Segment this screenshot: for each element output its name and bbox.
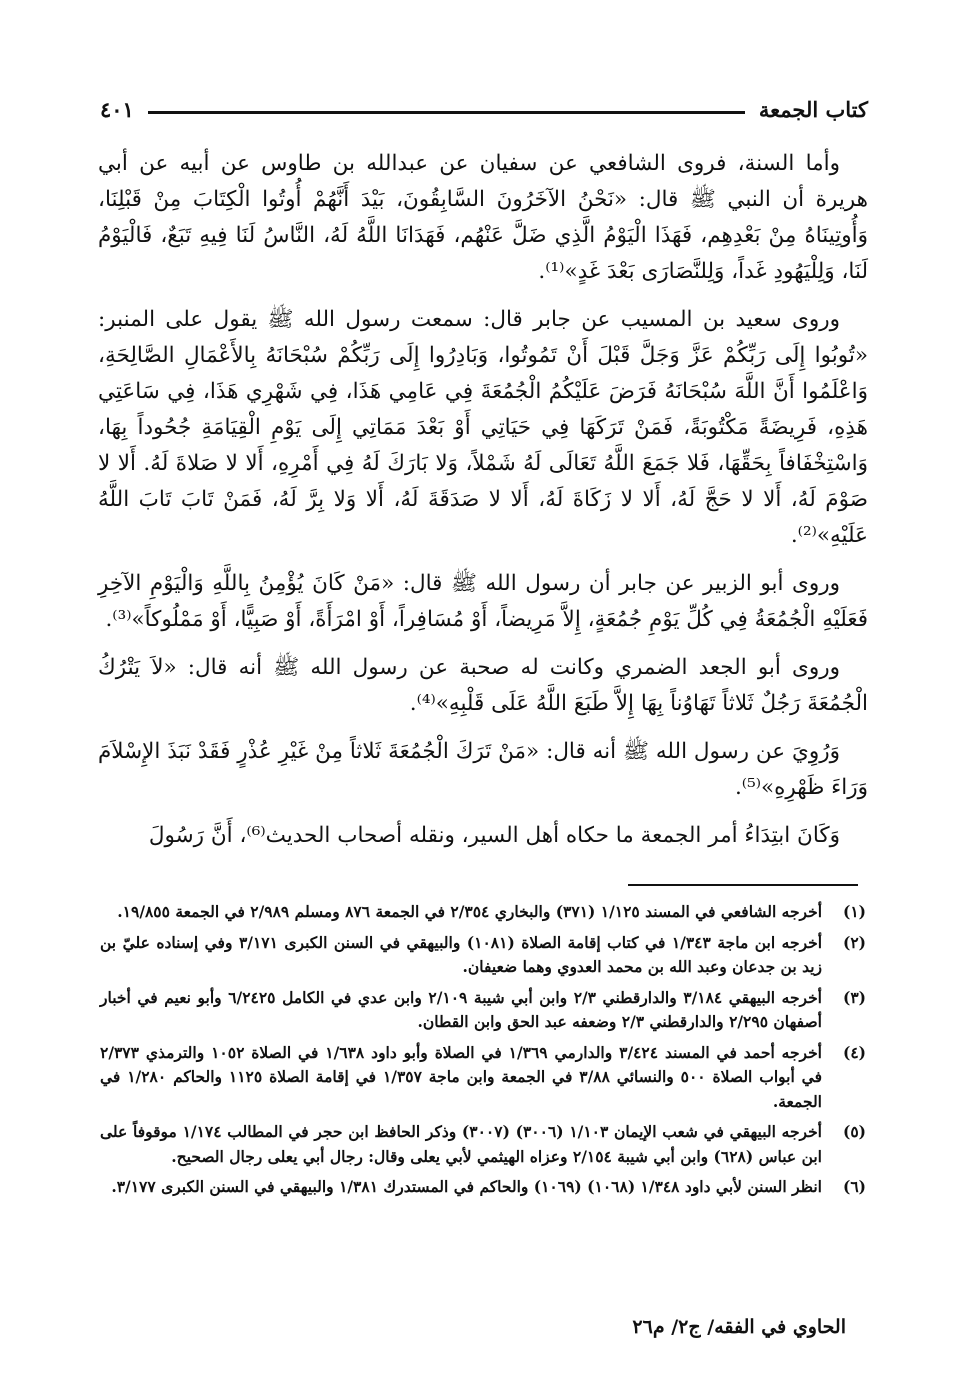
page-footer: الحاوي في الفقه/ ج٢/ م٢٦	[632, 1316, 846, 1338]
paragraph: وروى سعيد بن المسيب عن جابر قال: سمعت رسول الله ﷺ يقول على المنبر: «تُوبُوا إِلَى رَبِّكُمْ عَزَّ وَجَلَّ قَبْلَ أَنْ تَمُوتُوا، وَبَادِرُوا إِلَى رَبِّكُمْ سُبْحَانَهُ بِالأَعْمَالِ الصَّالِحَةِ، وَاعْلَمُوا أَنَّ اللَّهَ سُبْحَانَهُ فَرَضَ عَلَيْكُمُ الْجُمُعَةَ فِي عَامِي هَذَا، فِي شَهْرِي هَذَا، فِي سَاعَتِي هَذِهِ، فَرِيضَةً مَكْتُوبَةً، فَمَنْ تَرَكَهَا فِي حَيَاتِي أَوْ بَعْدَ مَمَاتِي إِلَى يَوْمِ الْقِيَامَةِ جُحُوداً بِهَا، وَاسْتِخْفَافاً بِحَقِّهَا، فَلا جَمَعَ اللَّهُ تَعَالَى لَهُ شَمْلاً، وَلا بَارَكَ لَهُ فِي أَمْرِهِ، أَلا لا صَلاةَ لَهُ. أَلا لا صَوْمَ لَهُ، أَلا لا حَجَّ لَهُ، أَلا لا زَكَاةَ لَهُ، أَلا لا صَدَقَةَ لَهُ، أَلا وَلا بِرَّ لَهُ، فَمَنْ تَابَ تَابَ اللَّهُ عَلَيْهِ»⁽²⁾.	[98, 307, 868, 548]
footnote-text: أخرجه البيهقي في شعب الإيمان ١/١٠٣ (٣٠٠٦) (٣٠٠٧) وذكر الحافظ ابن حجر في المطالب ١/١٧٤ موقوفاً على ابن عباس (٦٢٨) وابن أبي شيبة ٢/١٥٤ وعزاه الهيثمي لأبي يعلى وقال: رجال أبي يعلى رجال الصحيح.	[100, 1122, 822, 1166]
footnote	[100, 1120, 866, 1169]
footnote-text: أخرجه أحمد في المسند ٣/٤٢٤ والدارمي ١/٣٦٩ في الصلاة وأبو داود ١/٦٣٨ في الصلاة ١٠٥٢ والترمذي ٢/٣٧٣ في أبواب الصلاة ٥٠٠ والنسائي ٣/٨٨ في الجمعة وابن ماجة ١/٣٥٧ في إقامة الصلاة ١١٢٥ والحاكم ١/٢٨٠ في الجمعة.	[100, 1042, 822, 1111]
running-header	[100, 86, 868, 122]
footnote	[100, 1175, 866, 1200]
footnote-text: أخرجه الشافعي في المسند ١/١٢٥ (٣٧١) والبخاري ٢/٣٥٤ في الجمعة ٨٧٦ ومسلم ٢/٩٨٩ في الجمعة ١٩/٨٥٥.	[117, 902, 822, 921]
footnote-text: أخرجه ابن ماجة ١/٣٤٣ في كتاب إقامة الصلاة (١٠٨١) والبيهقي في السنن الكبرى ٣/١٧١ وفي إسناده عليّ بن زيد بن جدعان وعبد الله بن محمد العدوي وهما ضعيفان.	[100, 932, 823, 976]
footnote-number: (١)	[842, 902, 866, 921]
paragraph: وأما السنة، فروى الشافعي عن سفيان عن عبدالله بن طاوس عن أبيه عن أبي هريرة أن النبي ﷺ قال: «نَحْنُ الآخَرُونَ السَّابِقُونَ، بَيْدَ أَنَّهُمْ أُوتُوا الْكِتَابَ مِنْ قَبْلِنَا، وَأُوتِينَاهُ مِنْ بَعْدِهِم، فَهَذَا الْيَوْمُ الَّذِي ضَلَّ عَنْهُم، فَهَدَانَا اللَّهُ لَهُ، النَّاسُ لَنَا فِيهِ تَبَعٌ، فَالْيَوْمُ لَنَا، وَلِلْيَهُودِ غَداً، وَلِلنَّصَارَى بَعْدَ غَدٍ»⁽¹⁾.	[98, 151, 868, 284]
footnote	[100, 986, 866, 1035]
footnote-number: (٢)	[842, 932, 866, 952]
main-text	[98, 146, 868, 866]
footnote	[100, 900, 866, 925]
paragraph: وَكَانَ ابتِدَاءُ أمر الجمعة ما حكاه أهل السير، ونقله أصحاب الحديث⁽⁶⁾، أَنَّ رَسُولَ	[148, 823, 840, 848]
footnote-number: (٤)	[842, 1042, 866, 1062]
header-rule	[148, 111, 745, 114]
page-number: ٤٠١	[100, 97, 134, 122]
footnote	[100, 1041, 866, 1115]
footnote	[100, 931, 866, 980]
paragraph: وروى أبو الجعد الضمري وكانت له صحبة عن رسول الله ﷺ أنه قال: «لاَ يَتْرُكُ الْجُمُعَةَ رَجُلٌ ثَلاثاً تَهَاوُناً بِهَا إِلاَّ طَبَعَ اللَّهُ عَلَى قَلْبِهِ»⁽⁴⁾.	[98, 655, 868, 716]
footnotes	[100, 900, 866, 1206]
paragraph: وَرُوِيَ عن رسول الله ﷺ أنه قال: «مَنْ تَرَكَ الْجُمُعَةَ ثَلاثاً مِنْ غَيْرِ عُذْرٍ فَقَدْ نَبَذَ الإِسْلاَمَ وَرَاءَ ظَهْرِهِ»⁽⁵⁾.	[98, 739, 868, 800]
chapter-title: كتاب الجمعة	[758, 97, 868, 122]
footnote-number: (٥)	[842, 1122, 866, 1141]
footnote-text: أخرجه البيهقي ٣/١٨٤ والدارقطني ٢/٣ وابن أبي شيبة ٢/١٠٩ وابن عدي في الكامل ٦/٢٤٢٥ وأبو نعيم في أخبار أصفهان ٢/٢٩٥ والدارقطني ٢/٣ وضعفه عبد الحق وابن القطان.	[100, 987, 822, 1031]
paragraph: وروى أبو الزبير عن جابر أن رسول الله ﷺ قال: «مَنْ كَانَ يُؤْمِنُ بِاللَّهِ وَالْيَوْمِ الآخِرِ فَعَلَيْهِ الْجُمُعَةُ فِي كُلِّ يَوْمِ جُمُعَةٍ، إِلاَّ مَرِيضاً، أَوْ مُسَافِراً، أَوْ امْرَأَةً، أَوْ صَبِيًّا، أَوْ مَمْلُوكاً»⁽³⁾.	[98, 571, 868, 632]
footnote-separator	[628, 884, 858, 886]
footnote-number: (٣)	[842, 987, 866, 1007]
footnote-text: انظر السنن لأبي داود ١/٣٤٨ (١٠٦٨) (١٠٦٩) والحاكم في المستدرك ١/٣٨١ والبيهقي في السنن الكبرى ٣/١٧٧.	[111, 1177, 822, 1196]
footnote-number: (٦)	[842, 1177, 866, 1196]
